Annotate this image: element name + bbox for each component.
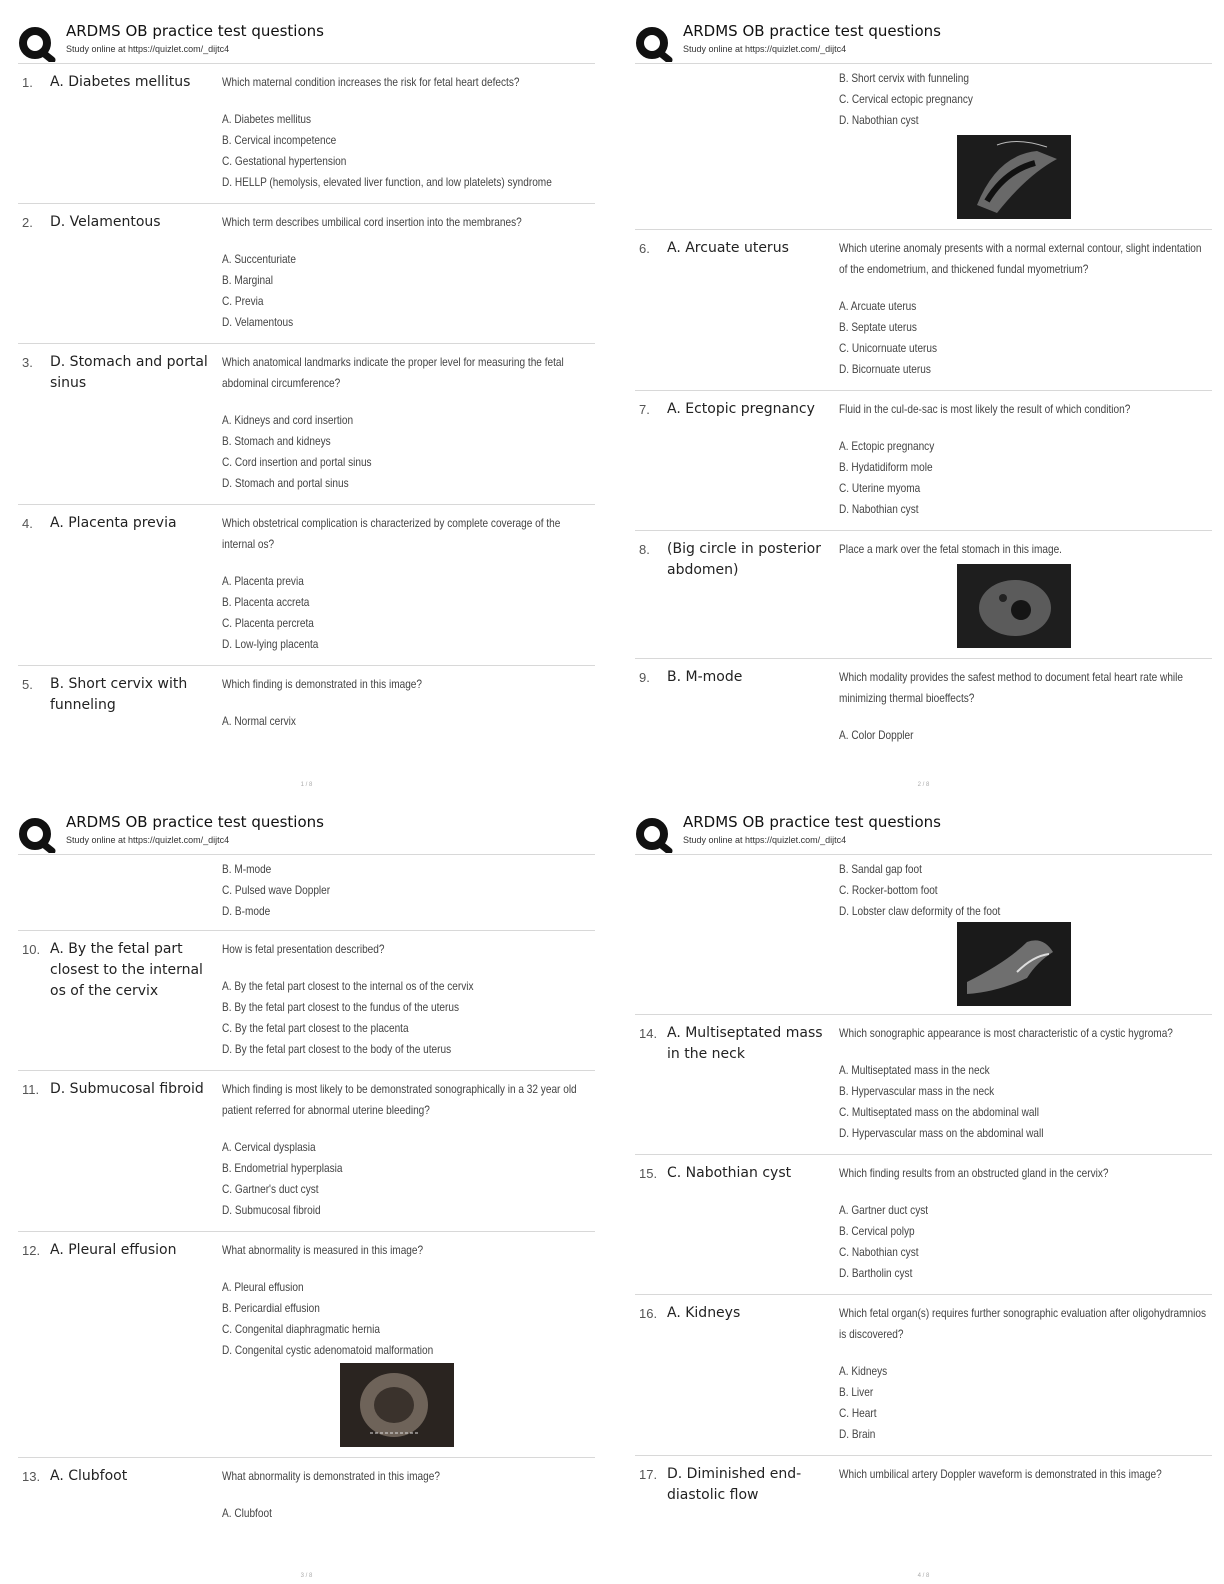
page-number: 3 / 8 [300, 1573, 313, 1579]
answer-option: B. M-mode [222, 862, 272, 876]
page-header [635, 18, 1212, 64]
document-source: Study online at https://quizlet.com/_dijtc4 [66, 44, 230, 54]
question-card [635, 1015, 1212, 1155]
answer-option: D. HELLP (hemolysis, elevated liver function, and low platelets) syndrome [222, 175, 552, 189]
page-number: 2 / 8 [917, 782, 930, 788]
answer-option: A. Normal cervix [222, 714, 296, 728]
answer-term: A. Pleural effusion [50, 1242, 177, 1258]
answer-option: B. Pericardial effusion [222, 1301, 320, 1315]
question-text: Which maternal condition increases the risk for fetal heart defects? [222, 75, 520, 89]
answer-option: C. Rocker-bottom foot [839, 883, 938, 897]
question-card [18, 666, 595, 742]
question-text: Which finding is most likely to be demonstrated sonographically in a 32 year old patient referred for abnormal uterine bleeding? [222, 1082, 577, 1117]
answer-term: D. Stomach and portal sinus [50, 354, 208, 391]
answer-option: C. Nabothian cyst [839, 1245, 919, 1259]
question-number: 15. [639, 1166, 658, 1181]
answer-option: D. Bartholin cyst [839, 1266, 913, 1280]
question-text: Which obstetrical complication is characterized by complete coverage of the internal os? [222, 516, 561, 551]
question-text: How is fetal presentation described? [222, 942, 385, 956]
answer-option: C. Gestational hypertension [222, 154, 347, 168]
question-number: 11. [22, 1082, 40, 1097]
document-title: ARDMS OB practice test questions [683, 813, 941, 831]
question-card [18, 344, 595, 505]
answer-term: B. M-mode [667, 669, 743, 685]
question-number: 1. [22, 75, 33, 90]
document-page-4 [635, 809, 1212, 1579]
answer-option: A. Clubfoot [222, 1506, 272, 1520]
answer-option: A. Color Doppler [839, 728, 914, 742]
answer-option: A. Succenturiate [222, 252, 296, 266]
question-text: Place a mark over the fetal stomach in this image. [839, 542, 1062, 556]
question-card [18, 204, 595, 344]
answer-option: D. Lobster claw deformity of the foot [839, 904, 1001, 918]
answer-option: B. Hypervascular mass in the neck [839, 1084, 995, 1098]
quizlet-logo-icon [18, 26, 56, 62]
answer-option: A. Kidneys and cord insertion [222, 413, 354, 427]
answer-term: A. Ectopic pregnancy [667, 401, 815, 417]
answer-option: A. Arcuate uterus [839, 299, 917, 313]
question-card [18, 1071, 595, 1232]
answer-term: A. By the fetal part closest to the internal os of the cervix [50, 941, 203, 999]
document-page-1 [18, 18, 595, 788]
answer-option: B. Cervical polyp [839, 1224, 915, 1238]
answer-option: C. Congenital diaphragmatic hernia [222, 1322, 381, 1336]
question-number: 17. [639, 1467, 658, 1482]
ultrasound-cervix-image [957, 135, 1071, 219]
answer-term: A. Diabetes mellitus [50, 74, 191, 90]
answer-option: B. By the fetal part closest to the fundus of the uterus [222, 1000, 460, 1014]
question-card [635, 1295, 1212, 1456]
document-source: Study online at https://quizlet.com/_dijtc4 [683, 835, 847, 845]
question-card [635, 531, 1212, 659]
answer-option: A. Ectopic pregnancy [839, 439, 935, 453]
question-text: Which umbilical artery Doppler waveform is demonstrated in this image? [839, 1467, 1162, 1481]
document-source: Study online at https://quizlet.com/_dijtc4 [66, 835, 230, 845]
question-text: Which anatomical landmarks indicate the proper level for measuring the fetal abdominal circumference? [222, 355, 564, 390]
ultrasound-fetal-chest-image [340, 1363, 454, 1447]
question-number: 5. [22, 677, 33, 692]
document-source: Study online at https://quizlet.com/_dijtc4 [683, 44, 847, 54]
document-page-2 [635, 18, 1212, 788]
question-text: Fluid in the cul-de-sac is most likely the result of which condition? [839, 402, 1131, 416]
question-card [18, 1458, 595, 1534]
ultrasound-fetal-foot-image [957, 922, 1071, 1006]
question-text: Which fetal organ(s) requires further sonographic evaluation after oligohydramnios is discovered? [839, 1306, 1207, 1341]
question-number: 10. [22, 942, 41, 957]
answer-option: C. Gartner's duct cyst [222, 1182, 319, 1196]
answer-option: C. Uterine myoma [839, 481, 921, 495]
quizlet-logo-icon [635, 817, 673, 853]
question-number: 2. [22, 215, 33, 230]
answer-option: A. By the fetal part closest to the internal os of the cervix [222, 979, 474, 993]
question-text: Which finding is demonstrated in this image? [222, 677, 423, 691]
answer-option: C. Multiseptated mass on the abdominal wall [839, 1105, 1040, 1119]
answer-option: A. Multiseptated mass in the neck [839, 1063, 990, 1077]
answer-term: D. Submucosal fibroid [50, 1081, 204, 1097]
answer-option: A. Placenta previa [222, 574, 304, 588]
question-number: 6. [639, 241, 650, 256]
answer-option: D. Nabothian cyst [839, 502, 919, 516]
answer-option: B. Short cervix with funneling [839, 71, 969, 85]
question-card [18, 64, 595, 204]
quizlet-logo-icon [635, 26, 673, 62]
question-card [18, 1232, 595, 1458]
continued-options [635, 855, 1212, 1015]
answer-option: D. Nabothian cyst [839, 113, 919, 127]
answer-option: C. Placenta percreta [222, 616, 314, 630]
question-number: 14. [639, 1026, 658, 1041]
page-header [18, 18, 595, 64]
answer-option: D. Stomach and portal sinus [222, 476, 349, 490]
question-number: 9. [639, 670, 650, 685]
question-card [635, 659, 1212, 756]
answer-option: D. Low-lying placenta [222, 637, 319, 651]
question-number: 3. [22, 355, 33, 370]
question-number: 12. [22, 1243, 41, 1258]
answer-option: C. Cord insertion and portal sinus [222, 455, 372, 469]
question-text: Which finding results from an obstructed gland in the cervix? [839, 1166, 1109, 1180]
answer-term: A. Arcuate uterus [667, 240, 789, 256]
question-number: 13. [22, 1469, 41, 1484]
question-text: Which modality provides the safest method to document fetal heart rate while minimizing thermal bioeffects? [839, 670, 1184, 705]
page-number: 1 / 8 [300, 782, 313, 788]
document-title: ARDMS OB practice test questions [66, 22, 324, 40]
question-card [635, 1456, 1212, 1511]
question-text: Which uterine anomaly presents with a normal external contour, slight indentation of the endometrium, and thickened fundal myometrium? [839, 241, 1202, 276]
answer-option: B. Liver [839, 1385, 874, 1399]
answer-option: A. Cervical dysplasia [222, 1140, 316, 1154]
answer-option: B. Sandal gap foot [839, 862, 922, 876]
answer-option: D. Brain [839, 1427, 876, 1441]
answer-option: B. Placenta accreta [222, 595, 310, 609]
question-text: Which sonographic appearance is most characteristic of a cystic hygroma? [839, 1026, 1173, 1040]
answer-term: A. Kidneys [667, 1305, 741, 1321]
question-card [635, 1155, 1212, 1295]
question-number: 4. [22, 516, 33, 531]
answer-option: D. Submucosal fibroid [222, 1203, 321, 1217]
answer-option: C. By the fetal part closest to the placenta [222, 1021, 409, 1035]
answer-option: A. Kidneys [839, 1364, 888, 1378]
answer-option: D. Congenital cystic adenomatoid malformation [222, 1343, 434, 1357]
page-header [635, 809, 1212, 855]
question-card [18, 931, 595, 1071]
question-text: What abnormality is measured in this image? [222, 1243, 424, 1257]
answer-option: C. Pulsed wave Doppler [222, 883, 331, 897]
question-number: 8. [639, 542, 650, 557]
answer-term: A. Clubfoot [50, 1468, 128, 1484]
answer-term: (Big circle in posterior abdomen) [667, 541, 822, 578]
answer-option: D. By the fetal part closest to the body of the uterus [222, 1042, 452, 1056]
answer-term: C. Nabothian cyst [667, 1165, 792, 1181]
answer-option: B. Cervical incompetence [222, 133, 337, 147]
document-page-3 [18, 809, 595, 1579]
answer-option: D. Velamentous [222, 315, 294, 329]
answer-term: A. Placenta previa [50, 515, 177, 531]
page-number: 4 / 8 [917, 1573, 930, 1579]
answer-option: A. Diabetes mellitus [222, 112, 312, 126]
question-number: 7. [639, 402, 650, 417]
answer-option: B. Stomach and kidneys [222, 434, 331, 448]
answer-option: B. Endometrial hyperplasia [222, 1161, 343, 1175]
answer-option: B. Marginal [222, 273, 273, 287]
answer-option: D. Bicornuate uterus [839, 362, 931, 376]
answer-term: D. Velamentous [50, 214, 161, 230]
question-number: 16. [639, 1306, 658, 1321]
answer-term: D. Diminished end-diastolic flow [667, 1466, 802, 1503]
answer-option: C. Cervical ectopic pregnancy [839, 92, 973, 106]
page-header [18, 809, 595, 855]
quizlet-logo-icon [18, 817, 56, 853]
continued-options [635, 64, 1212, 230]
ultrasound-fetal-abdomen-image [957, 564, 1071, 648]
answer-option: A. Pleural effusion [222, 1280, 304, 1294]
question-text: What abnormality is demonstrated in this image? [222, 1469, 440, 1483]
answer-term: A. Multiseptated mass in the neck [667, 1025, 823, 1062]
answer-option: A. Gartner duct cyst [839, 1203, 929, 1217]
answer-option: C. Heart [839, 1406, 877, 1420]
answer-option: B. Septate uterus [839, 320, 917, 334]
question-card [18, 505, 595, 666]
answer-option: B. Hydatidiform mole [839, 460, 933, 474]
question-text: Which term describes umbilical cord insertion into the membranes? [222, 215, 522, 229]
question-card [635, 391, 1212, 531]
document-title: ARDMS OB practice test questions [66, 813, 324, 831]
answer-term: B. Short cervix with funneling [50, 676, 188, 713]
answer-option: C. Previa [222, 294, 264, 308]
document-title: ARDMS OB practice test questions [683, 22, 941, 40]
answer-option: D. B-mode [222, 904, 271, 918]
answer-option: C. Unicornuate uterus [839, 341, 938, 355]
continued-options [18, 855, 595, 931]
answer-option: D. Hypervascular mass on the abdominal wall [839, 1126, 1044, 1140]
question-card [635, 230, 1212, 391]
